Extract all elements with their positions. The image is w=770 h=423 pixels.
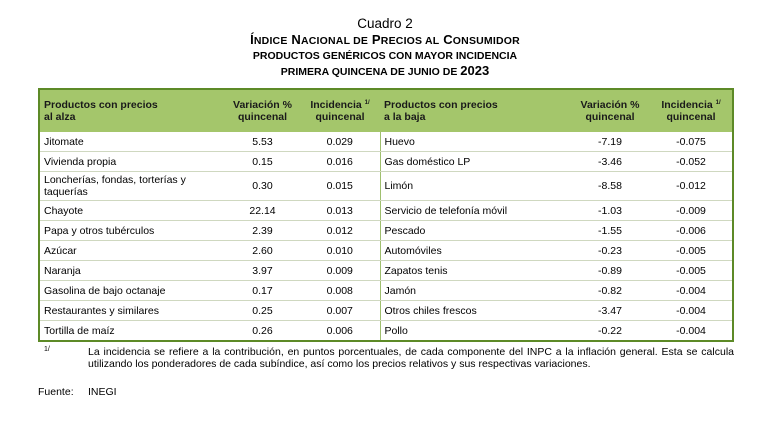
down-variation: -0.89	[570, 261, 650, 281]
down-incidence: -0.005	[650, 241, 732, 261]
down-variation: -8.58	[570, 172, 650, 201]
col-var-alza: Variación % quincenal	[233, 99, 292, 123]
table-row	[40, 172, 732, 201]
col-baja: Productos con precios a la baja	[384, 99, 498, 123]
up-incidence: 0.009	[300, 261, 380, 281]
down-product: Gas doméstico LP	[380, 152, 570, 172]
down-variation: -1.03	[570, 201, 650, 221]
down-incidence: -0.012	[650, 172, 732, 201]
down-incidence: -0.004	[650, 281, 732, 301]
down-incidence: -0.009	[650, 201, 732, 221]
down-variation: -3.46	[570, 152, 650, 172]
up-incidence: 0.008	[300, 281, 380, 301]
up-variation: 5.53	[225, 132, 300, 152]
footnote	[38, 346, 734, 370]
up-product: Vivienda propia	[40, 152, 225, 172]
table-row	[40, 261, 732, 281]
period-text: PRIMERA QUINCENA DE JUNIO DE	[280, 66, 458, 78]
down-product: Jamón	[380, 281, 570, 301]
up-variation: 0.17	[225, 281, 300, 301]
up-variation: 0.15	[225, 152, 300, 172]
table-period	[0, 63, 770, 80]
up-variation: 0.30	[225, 172, 300, 201]
table-row	[40, 301, 732, 321]
table-row	[40, 321, 732, 341]
table-row	[40, 152, 732, 172]
table-row	[40, 281, 732, 301]
inpc-table	[38, 88, 734, 342]
down-incidence: -0.075	[650, 132, 732, 152]
table-subtitle: PRODUCTOS GENÉRICOS CON MAYOR INCIDENCIA	[252, 50, 518, 62]
footnote-mark: 1/	[44, 346, 50, 353]
down-product: Pescado	[380, 221, 570, 241]
up-variation: 0.25	[225, 301, 300, 321]
table-row	[40, 221, 732, 241]
down-product: Automóviles	[380, 241, 570, 261]
down-product: Zapatos tenis	[380, 261, 570, 281]
period-year: 2023	[460, 63, 490, 78]
down-incidence: -0.004	[676, 324, 706, 337]
up-variation: 2.60	[225, 241, 300, 261]
col-alza: Productos con precios al alza	[44, 99, 158, 123]
col-inc-alza: Incidencia $^{1/}$ quincenal	[310, 99, 370, 123]
down-product: Pollo	[384, 324, 408, 337]
down-product: Limón	[380, 172, 570, 201]
up-product: Chayote	[40, 201, 225, 221]
down-incidence: -0.006	[650, 221, 732, 241]
up-variation: 3.97	[225, 261, 300, 281]
table-title: ÍNDICE NACIONAL DE PRECIOS AL CONSUMIDOR	[250, 32, 520, 47]
table-row	[40, 132, 732, 152]
up-variation: 0.26	[252, 324, 273, 337]
table-header	[0, 16, 770, 80]
footnote-text: La incidencia se refiere a la contribución, en puntos porcentuales, de cada componente del INPC a la inflación general. Esta se calcula utilizando los ponderadores de cada subíndice, así como los precios relativos y sus respectivas variaciones.	[88, 346, 734, 370]
up-incidence: 0.029	[300, 132, 380, 152]
down-incidence: -0.004	[650, 301, 732, 321]
source-value: INEGI	[88, 386, 117, 398]
down-variation: -0.82	[570, 281, 650, 301]
down-product: Servicio de telefonía móvil	[380, 201, 570, 221]
down-variation: -7.19	[570, 132, 650, 152]
up-product: Loncherías, fondas, torterías y taquerías	[40, 172, 225, 201]
up-product: Azúcar	[40, 241, 225, 261]
down-variation: -0.22	[598, 324, 622, 337]
up-product: Tortilla de maíz	[44, 324, 115, 337]
up-product: Gasolina de bajo octanaje	[40, 281, 225, 301]
up-product: Restaurantes y similares	[40, 301, 225, 321]
down-variation: -0.23	[570, 241, 650, 261]
up-variation: 2.39	[225, 221, 300, 241]
table-header-row	[40, 90, 732, 132]
up-product: Jitomate	[40, 132, 225, 152]
up-variation: 22.14	[225, 201, 300, 221]
down-product: Huevo	[380, 132, 570, 152]
up-incidence: 0.007	[300, 301, 380, 321]
col-var-baja: Variación % quincenal	[580, 99, 640, 123]
up-product: Naranja	[40, 261, 225, 281]
up-incidence: 0.015	[300, 172, 380, 201]
up-incidence: 0.010	[300, 241, 380, 261]
down-incidence: -0.052	[650, 152, 732, 172]
down-variation: -3.47	[570, 301, 650, 321]
down-incidence: -0.005	[650, 261, 732, 281]
down-variation: -1.55	[570, 221, 650, 241]
cuadro-label: Cuadro 2	[357, 16, 413, 31]
col-inc-baja: Incidencia $^{1/}$ quincenal	[661, 99, 721, 123]
up-incidence: 0.016	[300, 152, 380, 172]
up-incidence: 0.012	[300, 221, 380, 241]
up-incidence: 0.006	[300, 321, 380, 341]
table-row	[40, 201, 732, 221]
up-product: Papa y otros tubérculos	[40, 221, 225, 241]
source-label: Fuente:	[38, 386, 74, 398]
down-product: Otros chiles frescos	[380, 301, 570, 321]
source-line	[38, 386, 117, 398]
up-incidence: 0.013	[300, 201, 380, 221]
table-row	[40, 241, 732, 261]
